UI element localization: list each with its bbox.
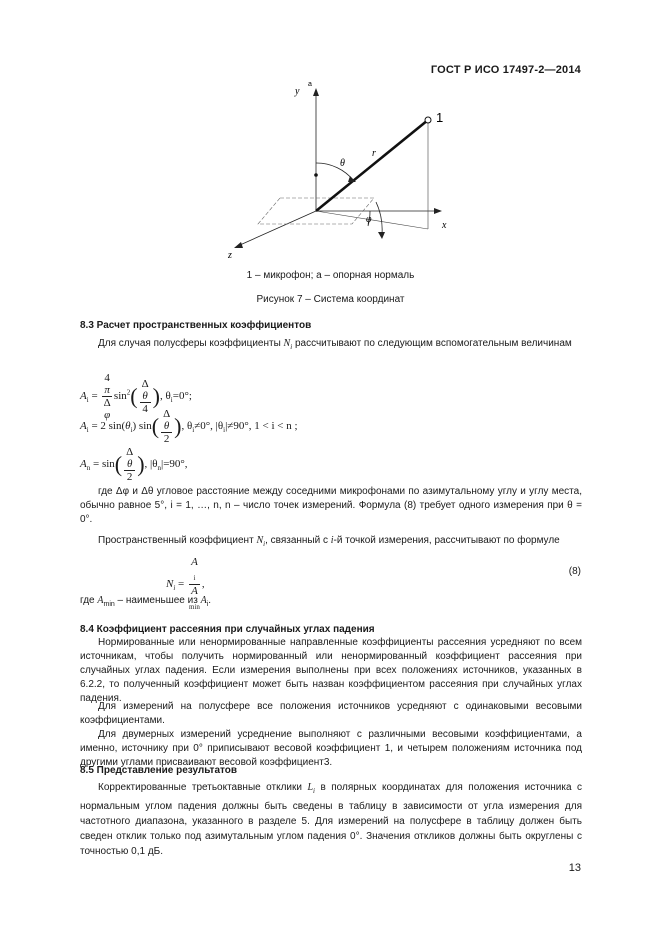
x-axis-arrow	[434, 208, 442, 214]
phi-label: φ	[366, 214, 372, 225]
y-axis-arrow	[313, 88, 319, 96]
theta-label: θ	[340, 158, 345, 169]
phi-arc-arrow	[378, 232, 385, 239]
r-label: r	[372, 148, 376, 159]
section-8-4-paragraph-2: Для измерений на полусфере все положения источников усредняют с одинаковыми весовыми коэффициентами.	[80, 701, 582, 726]
theta-arc	[316, 163, 354, 181]
coordinate-system-figure	[200, 74, 470, 274]
section-8-3-title: 8.3 Расчет пространственных коэффициентов	[80, 320, 312, 331]
z-axis-arrow	[234, 242, 243, 248]
y-label: y	[295, 86, 300, 97]
equation-ai: $A_i = 2$ $\sin(\theta_i)$ sin( Δ θ 2 ), $\theta_i\ne 0^\circ$, $|\theta_i|\ne 90^\circ$, 1 < i < n ;	[80, 408, 298, 445]
reference-point	[314, 173, 318, 177]
section-8-4-paragraph-3: Для двумерных измерений усреднение выполняют с различными весовыми коэффициентами, а именно, источнику при 0° приписывают весовой коэффициент 1, и четырем положениям источника под другими углами присваивают весовой коэффициент3.	[80, 729, 582, 768]
z-axis	[240, 211, 316, 245]
section-8-3-intro: Для случая полусферы коэффициенты $N_i$ рассчитывают по следующим вспомогательным величинам	[98, 338, 572, 351]
equation-an: $A_n = \sin$( Δ θ 2 ), $|\theta_n|=90^\circ$,	[80, 446, 188, 483]
figure-legend: 1 – микрофон; а – опорная нормаль	[246, 270, 415, 281]
section-8-4-paragraph-1: Нормированные или ненормированные направленные коэффициенты рассеяния усредняют по всем источникам, чтобы получить нормированный или ненормированный коэффициент рассеяния при случайных углах падения. Если измерения выполнены при всех положениях источников, указанных в 6.2.2, то полученный коэффициент может быть назван коэффициентом рассеяния при случайных углах падения.	[80, 637, 582, 704]
page-number: 13	[568, 862, 581, 874]
where-angles-text: где Δφ и Δθ угловое расстояние между соседними микрофонами по азимутальному углу и углу места, обычно равное 5°, i = 1, …, n, n – число точек измерений. Формула (8) требует одного измерения при θ = 0°.	[80, 486, 582, 525]
x-label: x	[442, 220, 447, 231]
microphone-label: 1	[436, 110, 444, 125]
figure-caption: Рисунок 7 – Система координат	[256, 294, 405, 305]
floor-projection	[316, 211, 428, 229]
equation-number: (8)	[568, 566, 581, 577]
equation-8: $N_i$ = A $_i$ A $_{min}$ ,	[166, 556, 205, 612]
microphone-point	[425, 117, 431, 123]
section-8-5-paragraph: Корректированные третьоктавные отклики $L_i$ в полярных координатах для положения источника с нормальным углом падения должны быть сведены в таблицу в зависимости от угла измерения для частотного диапазона, указанного в разделе 5. Для измерений на полусфере в таблицу должен быть сведен отклик только под азимутальным углом падения 0°. Значения откликов должны быть округлены с точностью 0,1 дБ.	[80, 782, 583, 857]
phi-arc-2	[376, 202, 382, 234]
spatial-coefficient-text: Пространственный коэффициент $N_i$, связанный с i-й точкой измерения, рассчитывают по формуле	[98, 535, 560, 548]
where-min-text: где $A_{min}$ – наименьшее из $A_i$.	[80, 595, 212, 608]
equation-a1: $A_i$ = 4 π Δ φ $\sin^2$( Δ θ 4 ), $\theta_i=0^\circ$;	[80, 372, 192, 421]
a-label: a	[308, 81, 312, 88]
standard-header: ГОСТ Р ИСО 17497-2—2014	[430, 64, 581, 76]
z-label: z	[228, 250, 232, 261]
section-8-5-title: 8.5 Представление результатов	[80, 765, 238, 776]
section-8-4-title: 8.4 Коэффициент рассеяния при случайных углах падения	[80, 624, 375, 635]
